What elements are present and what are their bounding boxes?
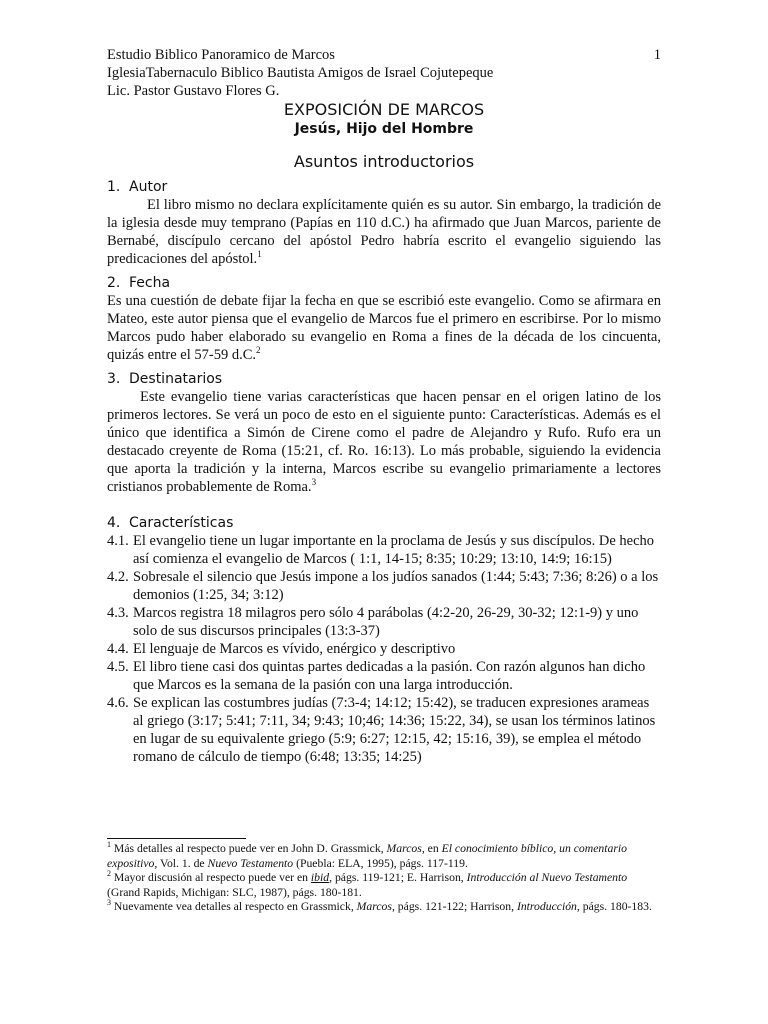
header-row (107, 46, 661, 64)
paragraph-destinatarios (107, 388, 661, 496)
item-text: Sobresale el silencio que Jesús impone a los judíos sanados (1:44; 5:43; 7:36; 8:26) o a los demonios (1:25, 34; 3:12) (133, 569, 659, 603)
footnote-text: , págs. 119-121; E. Harrison, (329, 871, 467, 884)
footnote-text: , Vol. 1. de (154, 856, 208, 870)
footnote-text: Nuevamente vea detalles al respecto en Grassmick, (111, 900, 357, 913)
heading-caracteristicas (107, 514, 661, 532)
footnote-2 (107, 871, 661, 900)
heading-destinatarios (107, 370, 661, 388)
header-author: Lic. Pastor Gustavo Flores G. (107, 83, 280, 99)
heading-fecha (107, 274, 661, 292)
header-church: IglesiaTabernaculo Biblico Bautista Amigos de Israel Cojutepeque (107, 65, 494, 81)
footnote-italic: Marcos (386, 842, 422, 855)
heading-number: 4. (107, 515, 121, 531)
document-page (107, 46, 661, 766)
list-item (107, 694, 661, 766)
item-number: 4.2. (107, 569, 129, 585)
document-subtitle: Jesús, Hijo del Hombre (294, 121, 474, 137)
heading-number: 3. (107, 371, 121, 387)
footnote-text: (Puebla: ELA, 1995), págs. 117-119. (293, 856, 468, 870)
footnote-text: , en (421, 842, 442, 855)
footnote-mark: 3 (107, 898, 111, 908)
list-item (107, 568, 661, 604)
footnote-ref-1[interactable]: 1 (257, 249, 262, 260)
item-number: 4.6. (107, 695, 129, 711)
footnote-3 (107, 900, 661, 915)
paragraph-fecha (107, 292, 661, 364)
list-item (107, 532, 661, 568)
footnotes (107, 842, 661, 915)
list-item (107, 658, 661, 694)
paragraph-autor (107, 196, 661, 268)
heading-label: Autor (129, 179, 168, 195)
heading-label: Destinatarios (129, 371, 223, 387)
item-number: 4.3. (107, 605, 129, 621)
footnote-ref-3[interactable]: 3 (311, 477, 317, 488)
footnote-mark: 2 (107, 869, 111, 879)
list-item (107, 640, 661, 658)
document-title: EXPOSICIÓN DE MARCOS (283, 100, 485, 119)
footnote-text: , págs. 121-122; Harrison, (391, 900, 517, 913)
list-item (107, 604, 661, 640)
item-text: Marcos registra 18 milagros pero sólo 4 parábolas (4:2-20, 26-29, 30-32; 12:1-9) y uno solo de sus discursos principales (13:3-37) (133, 605, 639, 639)
footnote-text: , págs. 180-183. (576, 900, 652, 913)
paragraph-text: Este evangelio tiene varias características que hacen pensar en el origen latino de los primeros lectores. Se verá un poco de esto en el siguiente punto: Características. Además es el único que identifica a Simón de Cirene como el padre de Alejandro y Rufo. Rufo era un destacado creyente de Roma (15:21, cf. Ro. 16:13). Lo más probable, siguiendo la evidencia que aporta la tradición y la interna, Marcos escribe su evangelio primariamente a lectores cristianos probablemente de Roma. (107, 389, 661, 495)
footnote-text: Más detalles al respecto puede ver en John D. Grassmick, (111, 842, 387, 855)
footnote-italic: Introducción al Nuevo Testamento (466, 871, 628, 884)
footnote-ref-2[interactable]: 2 (256, 345, 261, 356)
header-course-title: Estudio Biblico Panoramico de Marcos (107, 47, 335, 63)
heading-autor (107, 178, 661, 196)
item-number: 4.1. (107, 533, 129, 549)
item-text: El evangelio tiene un lugar importante en la proclama de Jesús y sus discípulos. De hecho así comienza el evangelio de Marcos ( 1:1, 14-15; 8:35; 10:29; 13:10, 14:9; 16:15) (133, 533, 655, 567)
page-number: 1 (653, 47, 661, 63)
footnote-text: Mayor discusión al respecto puede ver en (111, 871, 311, 884)
heading-number: 1. (107, 179, 121, 195)
footnote-text: (Grand Rapids, Michigan: SLC, 1987), págs. 180-181. (107, 885, 362, 899)
footnote-italic: El conocimiento bíblico, un comentario expositivo (107, 842, 627, 870)
footnote-italic: Marcos (356, 900, 392, 913)
section-title: Asuntos introductorios (293, 152, 475, 171)
footnote-italic: Nuevo Testamento (207, 856, 294, 870)
paragraph-text: El libro mismo no declara explícitamente quién es su autor. Sin embargo, la tradición de la iglesia desde muy temprano (Papías en 110 d.C.) ha afirmado que Juan Marcos, pariente de Bernabé, discípulo cercano del apóstol Pedro habría escrito el evangelio siguiendo las predicaciones del apóstol. (107, 197, 661, 267)
item-text: El lenguaje de Marcos es vívido, enérgico y descriptivo (133, 641, 456, 657)
item-text: El libro tiene casi dos quintas partes dedicadas a la pasión. Con razón algunos han dicho que Marcos es la semana de la pasión con una larga introducción. (133, 659, 646, 693)
item-number: 4.4. (107, 641, 129, 657)
footnote-mark: 1 (107, 840, 111, 850)
heading-label: Características (129, 515, 234, 531)
characteristics-list (107, 532, 661, 766)
heading-number: 2. (107, 275, 121, 291)
paragraph-text: Es una cuestión de debate fijar la fecha en que se escribió este evangelio. Como se afirmara en Mateo, este autor piensa que el evangelio de Marcos fue el primero en escribirse. Por lo mismo Marcos pudo haber elaborado su evangelio en Roma a fines de la década de los cincuenta, quizás entre el 57-59 d.C. (107, 293, 661, 363)
item-number: 4.5. (107, 659, 129, 675)
item-text: Se explican las costumbres judías (7:3-4; 14:12; 15:42), se traducen expresiones arameas al griego (3:17; 5:41; 7:11, 34; 9:43; 10;46; 14:36; 15:22, 34), se usan los términos latinos en lugar de su equivalente griego (5:9; 6:27; 12:15, 42; 15:16, 39), se emplea el método romano de cálculo de tiempo (6:48; 13:35; 14:25) (133, 695, 656, 765)
footnote-separator (107, 838, 246, 839)
footnote-1 (107, 842, 661, 871)
heading-label: Fecha (129, 275, 171, 291)
footnote-link-ibid[interactable]: ibid (310, 871, 330, 884)
footnote-italic: Introducción (516, 900, 577, 913)
